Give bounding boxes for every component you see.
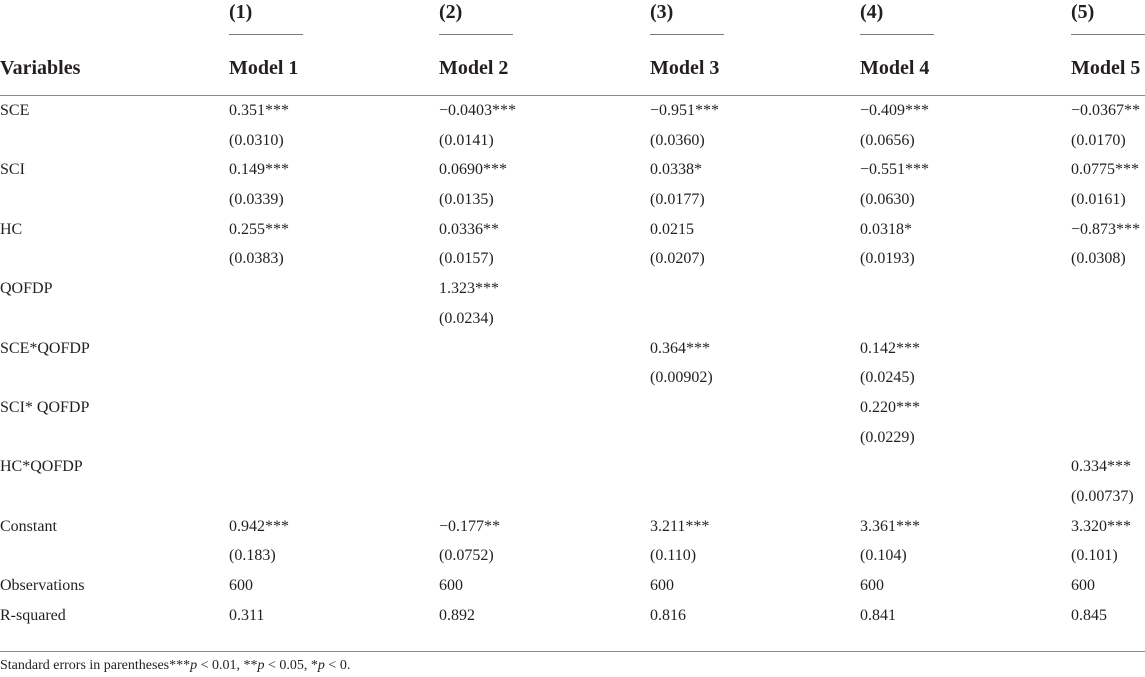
- table-row: [0, 601, 1145, 631]
- table-cell: (0.0234): [439, 309, 494, 327]
- table-cell: −0.177**: [439, 517, 501, 535]
- model-header-4: Model 4: [860, 57, 930, 79]
- table-cell: −0.0403***: [439, 102, 517, 119]
- header-underline-2: [439, 34, 513, 35]
- row-label: HC*QOFDP: [0, 458, 83, 476]
- table-cell: 0.255***: [229, 220, 289, 238]
- row-label: SCE: [0, 102, 30, 119]
- header-underline-4: [860, 34, 934, 35]
- footnote-part-1: < 0.01, **: [197, 658, 258, 673]
- table-cell: (0.110): [650, 547, 697, 565]
- table-body: [0, 96, 1145, 630]
- table-cell: (0.0170): [1071, 131, 1126, 149]
- header-underline-3: [650, 34, 724, 35]
- footnote-part-3: < 0.: [324, 658, 351, 673]
- table-cell: 1.323***: [439, 280, 499, 298]
- table-cell: 0.0215: [650, 220, 694, 238]
- footnote-prefix: Standard errors in parentheses***: [0, 658, 191, 673]
- table-row: [0, 423, 1145, 453]
- table-row: [0, 571, 1145, 601]
- row-label: SCI* QOFDP: [0, 398, 90, 416]
- table-cell: (0.0141): [439, 131, 494, 149]
- table-row: [0, 393, 1145, 423]
- table-cell: (0.0752): [439, 547, 494, 565]
- table-cell: 600: [650, 577, 674, 594]
- footnote-part-2: < 0.05, *: [264, 658, 318, 673]
- table-row: [0, 96, 1145, 126]
- model-header-2: Model 2: [439, 57, 509, 79]
- table-header: [0, 0, 1145, 96]
- table-row: [0, 482, 1145, 512]
- table-cell: 3.320***: [1071, 517, 1131, 535]
- table-cell: −0.873***: [1071, 220, 1141, 238]
- table-cell: −0.951***: [650, 102, 720, 119]
- table-cell: 0.0318*: [860, 220, 912, 238]
- model-header-1: Model 1: [229, 57, 299, 79]
- table-row: [0, 155, 1145, 185]
- row-label: Constant: [0, 517, 57, 535]
- row-label: R-squared: [0, 606, 66, 624]
- table-cell: (0.0656): [860, 131, 915, 149]
- row-label: HC: [0, 220, 23, 238]
- footnote-p-symbol: p: [317, 658, 325, 673]
- row-label: SCE*QOFDP: [0, 339, 90, 357]
- header-underline-5: [1071, 34, 1145, 35]
- table-cell: (0.00737): [1071, 487, 1134, 505]
- table-cell: 600: [1071, 577, 1095, 594]
- table-cell: (0.0310): [229, 131, 284, 149]
- table-row: [0, 274, 1145, 304]
- variables-header: Variables: [0, 57, 81, 79]
- table-cell: (0.0135): [439, 191, 494, 209]
- table-row: [0, 363, 1145, 393]
- table-cell: −0.0367**: [1071, 102, 1141, 119]
- table-cell: 0.816: [650, 606, 686, 624]
- header-underline-1: [229, 34, 303, 35]
- table-cell: (0.104): [860, 547, 907, 565]
- table-cell: (0.0161): [1071, 191, 1126, 209]
- row-label: QOFDP: [0, 280, 53, 298]
- row-label: Observations: [0, 577, 85, 594]
- table-row: [0, 334, 1145, 364]
- table-cell: 0.149***: [229, 161, 289, 179]
- column-number-2: (2): [439, 1, 463, 23]
- table-row: [0, 244, 1145, 274]
- table-cell: (0.0193): [860, 250, 915, 268]
- table-cell: 0.892: [439, 606, 475, 624]
- table-cell: −0.409***: [860, 102, 930, 119]
- table-cell: 0.0775***: [1071, 161, 1139, 179]
- table-cell: (0.0630): [860, 191, 915, 209]
- table-cell: 0.351***: [229, 102, 289, 119]
- table-row: [0, 452, 1145, 482]
- table-cell: 0.334***: [1071, 458, 1131, 476]
- footnote-p-symbol: p: [190, 658, 198, 673]
- table-cell: (0.0229): [860, 428, 915, 446]
- table-row: [0, 215, 1145, 245]
- table-cell: (0.0245): [860, 369, 915, 387]
- table-cell: 0.142***: [860, 339, 920, 357]
- table-cell: 0.845: [1071, 606, 1107, 624]
- model-header-3: Model 3: [650, 57, 720, 79]
- column-number-1: (1): [229, 1, 253, 23]
- table-cell: (0.0339): [229, 191, 284, 209]
- table-cell: (0.101): [1071, 547, 1118, 565]
- table-cell: 600: [229, 577, 253, 594]
- table-row: [0, 304, 1145, 334]
- table-row: [0, 512, 1145, 542]
- table-cell: (0.0308): [1071, 250, 1126, 268]
- model-header-5: Model 5: [1071, 57, 1141, 79]
- footnote-p-symbol: p: [257, 658, 265, 673]
- table-cell: 600: [439, 577, 463, 594]
- table-cell: (0.0207): [650, 250, 705, 268]
- table-row: [0, 126, 1145, 156]
- column-number-4: (4): [860, 1, 884, 23]
- column-number-5: (5): [1071, 1, 1095, 23]
- column-number-3: (3): [650, 1, 674, 23]
- table-cell: 0.0336**: [439, 220, 499, 238]
- table-footnote: [0, 657, 350, 675]
- table-cell: −0.551***: [860, 161, 930, 179]
- table-cell: (0.0383): [229, 250, 284, 268]
- row-label: SCI: [0, 161, 25, 179]
- table-cell: 3.361***: [860, 517, 920, 535]
- table-cell: (0.0157): [439, 250, 494, 268]
- table-cell: 0.364***: [650, 339, 710, 357]
- table-cell: (0.0177): [650, 191, 705, 209]
- table-row: [0, 185, 1145, 215]
- table-cell: 3.211***: [650, 517, 710, 535]
- bottom-rule: [0, 651, 1145, 652]
- table-cell: 0.942***: [229, 517, 289, 535]
- table-cell: (0.0360): [650, 131, 705, 149]
- table-cell: 0.0690***: [439, 161, 507, 179]
- table-row: [0, 541, 1145, 571]
- table-cell: (0.183): [229, 547, 276, 565]
- table-cell: 0.841: [860, 606, 896, 624]
- table-cell: (0.00902): [650, 369, 713, 387]
- table-cell: 0.220***: [860, 398, 920, 416]
- table-cell: 0.311: [229, 606, 265, 624]
- table-cell: 600: [860, 577, 884, 594]
- table-cell: 0.0338*: [650, 161, 702, 179]
